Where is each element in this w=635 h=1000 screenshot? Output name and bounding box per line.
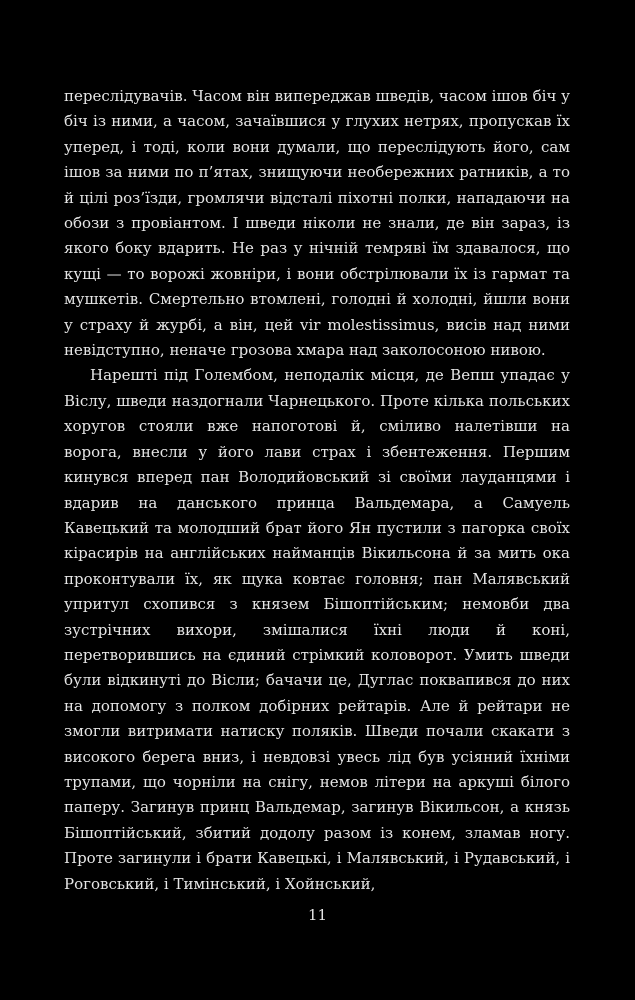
paragraph-2: Нарешті під Голембом, неподалік місця, де Вепш упадає у Віслу, шведи наздогнали Чарнецького. Проте кілька польських хоругов стояли вже напоготові й, сміливо налетівши на ворога, внесли у його лави страх і збентеження. Першим кинувся вперед пан Володийовський зі своїми лауданцями і вдарив на данського принца Вальдемара, а Самуель Кавецький та молодший брат його Ян пустили з пагорка своїх кірасирів на англійських найманців Вікильсона й за мить ока проконтували їх, як щука ковтає головня; пан Малявський упритул схопився з князем Бішоптійським; немовби два зустрічних вихори, змішалися їхні люди й коні, перетворившись на єдиний стрімкий коловорот. Умить шведи були відкинуті до Вісли; бачачи це, Дуглас поквапився до них на допомогу з полком добірних рейтарів. Але й рейтари не змогли витримати натиску поляків. Шведи почали скакати з високого берега вниз, і невдовзі увесь лід був усіяний їхніми трупами, що чорніли на снігу, немов літери на аркуші білого паперу. Загинув принц Вальдемар, загинув Вікильсон, а князь Бішоптійський, збитий додолу разом із конем, зламав ногу. Проте загинули і брати Кавецькі, і Малявський, і Рудавський, і Роговський, і Тимінський, і Хойнський, [64, 366, 570, 893]
page-number: 11 [307, 906, 328, 924]
body-text [64, 84, 570, 897]
paragraph-1: переслідувачів. Часом він випереджав шведів, часом ішов біч у біч із ними, а часом, зачаївшися у глухих нетрях, пропускав їх уперед, і тоді, коли вони думали, що переслідують його, сам ішов за ними по п’ятах, знищуючи необережних ратників, а то й цілі роз’їзди, громлячи відсталі піхотні полки, нападаючи на обози з провіантом. І шведи ніколи не знали, де він зараз, із якого боку вдарить. Не раз у нічній темряві їм здавалося, що кущі — то ворожі жовніри, і вони обстрілювали їх із гармат та мушкетів. Смертельно втомлені, голодні й холодні, йшли вони у страху й журбі, а він, цей vir molestissimus, висів над ними невідступно, неначе грозова хмара над заколосоною нивою. [64, 87, 570, 360]
